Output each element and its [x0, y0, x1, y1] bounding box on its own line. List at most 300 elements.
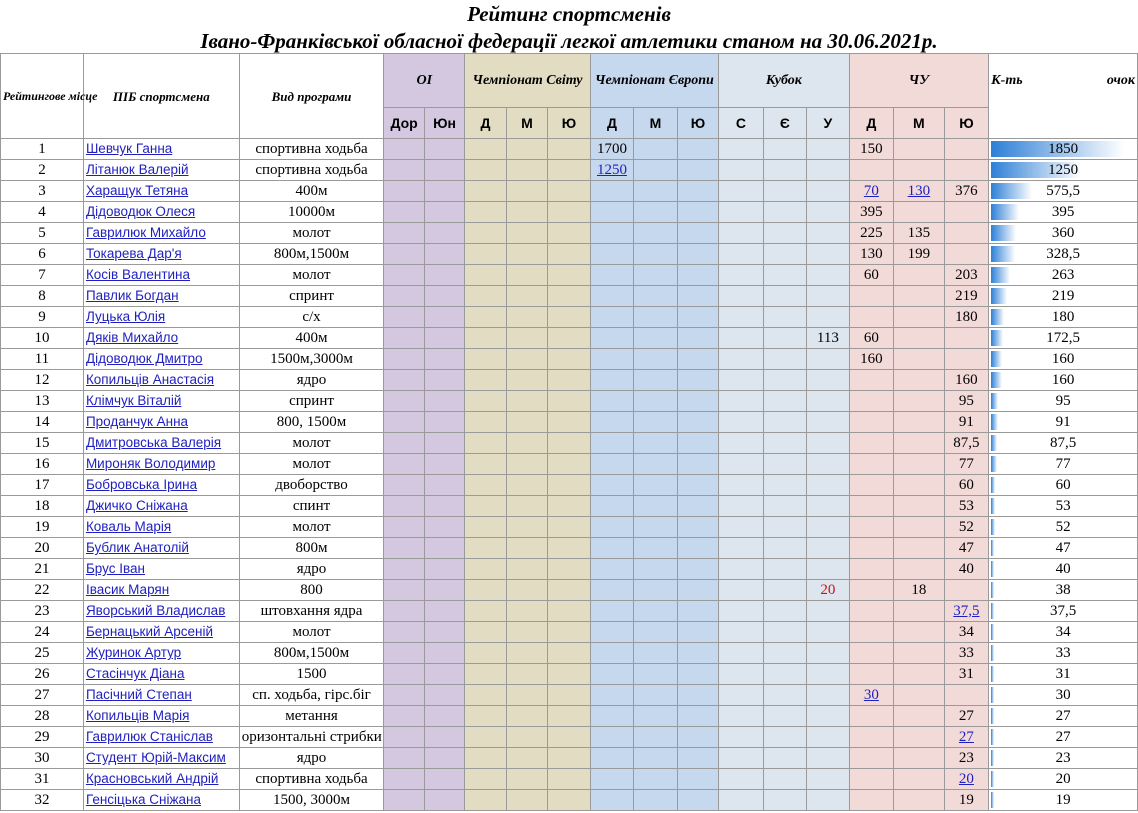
program-cell: штовхання ядра	[239, 601, 384, 622]
subheader-12: М	[894, 108, 945, 139]
athlete-name-cell	[83, 538, 239, 559]
score-cell	[807, 202, 849, 223]
athlete-name-link[interactable]: Бублик Анатолій	[85, 540, 189, 555]
score-cell	[849, 769, 894, 790]
score-cell	[807, 517, 849, 538]
score-link[interactable]: 70	[863, 183, 879, 199]
program-cell: спортивна ходьба	[239, 769, 384, 790]
total-points-cell	[989, 559, 1138, 580]
athlete-name-link[interactable]: Коваль Марія	[85, 519, 172, 534]
score-cell	[384, 454, 424, 475]
score-cell	[384, 685, 424, 706]
score-cell	[548, 160, 591, 181]
rank-cell: 30	[1, 748, 84, 769]
score-link[interactable]: 30	[863, 687, 879, 703]
score-cell	[465, 559, 506, 580]
program-cell: метання	[239, 706, 384, 727]
athlete-name-link[interactable]: Дмитровська Валерія	[85, 435, 222, 450]
score-cell	[384, 706, 424, 727]
total-points-value: 19	[1055, 792, 1071, 808]
score-cell	[677, 160, 718, 181]
score-cell	[677, 748, 718, 769]
header-cup: Кубок	[719, 54, 849, 108]
athlete-name-link[interactable]: Яворський Владислав	[85, 603, 226, 618]
score-cell	[849, 706, 894, 727]
points-data-bar	[991, 540, 994, 556]
score-cell	[894, 601, 945, 622]
table-row	[1, 139, 1138, 160]
score-cell	[634, 727, 677, 748]
athlete-name-cell	[83, 601, 239, 622]
score-cell	[384, 601, 424, 622]
score-cell	[677, 181, 718, 202]
score-cell	[384, 244, 424, 265]
score-cell	[944, 223, 989, 244]
total-points-value: 160	[1051, 351, 1075, 367]
athlete-name-cell	[83, 685, 239, 706]
score-cell	[424, 244, 464, 265]
score-cell	[849, 181, 894, 202]
score-cell	[634, 475, 677, 496]
score-cell	[763, 412, 806, 433]
score-cell	[677, 328, 718, 349]
score-cell	[894, 391, 945, 412]
score-cell	[506, 349, 547, 370]
athlete-name-link[interactable]: Павлик Богдан	[85, 288, 179, 303]
score-cell	[465, 769, 506, 790]
score-cell	[465, 307, 506, 328]
program-cell: ядро	[239, 748, 384, 769]
score-cell	[677, 475, 718, 496]
rank-cell: 4	[1, 202, 84, 223]
score-cell	[634, 391, 677, 412]
rank-cell: 23	[1, 601, 84, 622]
score-cell	[894, 139, 945, 160]
score-cell	[506, 538, 547, 559]
score-cell	[944, 580, 989, 601]
athlete-name-cell	[83, 727, 239, 748]
subheader-2: Д	[465, 108, 506, 139]
score-cell	[384, 286, 424, 307]
athlete-name-link[interactable]: Студент Юрій-Максим	[85, 750, 226, 765]
score-cell	[807, 601, 849, 622]
total-points-cell	[989, 412, 1138, 433]
total-points-cell	[989, 580, 1138, 601]
score-cell	[424, 685, 464, 706]
points-data-bar	[991, 477, 995, 493]
score-cell	[894, 433, 945, 454]
score-cell	[634, 496, 677, 517]
score-cell	[590, 643, 633, 664]
score-cell	[424, 370, 464, 391]
score-cell	[384, 223, 424, 244]
points-data-bar	[991, 498, 995, 514]
score-cell	[677, 244, 718, 265]
score-cell	[548, 139, 591, 160]
score-cell	[506, 139, 547, 160]
total-points-cell	[989, 244, 1138, 265]
score-cell	[677, 580, 718, 601]
total-points-cell	[989, 433, 1138, 454]
score-cell	[590, 790, 633, 811]
score-cell: 53	[944, 496, 989, 517]
score-cell	[506, 391, 547, 412]
score-cell	[424, 538, 464, 559]
athlete-name-link[interactable]: Копильців Анастасія	[85, 372, 215, 387]
score-cell	[465, 328, 506, 349]
score-cell	[719, 748, 764, 769]
score-cell	[894, 706, 945, 727]
score-cell: 18	[894, 580, 945, 601]
total-points-cell	[989, 748, 1138, 769]
score-cell	[634, 328, 677, 349]
score-cell	[807, 286, 849, 307]
score-cell	[548, 223, 591, 244]
score-cell	[849, 517, 894, 538]
score-cell	[677, 454, 718, 475]
score-cell	[384, 412, 424, 433]
score-cell	[849, 559, 894, 580]
score-cell	[677, 769, 718, 790]
athlete-name-link[interactable]: Мироняк Володимир	[85, 456, 216, 471]
score-cell	[634, 706, 677, 727]
score-cell	[548, 790, 591, 811]
athlete-name-link[interactable]: Дідоводюк Дмитро	[85, 351, 203, 366]
score-cell	[719, 769, 764, 790]
athlete-name-link[interactable]: Красновський Андрій	[85, 771, 219, 786]
athlete-name-link[interactable]: Косів Валентина	[85, 267, 191, 282]
header-name: ПІБ спортсмена	[83, 54, 239, 139]
score-cell	[590, 202, 633, 223]
score-cell	[590, 580, 633, 601]
score-cell	[894, 202, 945, 223]
score-link[interactable]: 20	[958, 771, 974, 787]
table-row	[1, 223, 1138, 244]
score-cell	[849, 307, 894, 328]
score-cell	[763, 433, 806, 454]
score-cell	[763, 643, 806, 664]
athlete-name-link[interactable]: Клімчук Віталій	[85, 393, 182, 408]
score-cell	[719, 265, 764, 286]
table-row	[1, 307, 1138, 328]
score-cell	[944, 601, 989, 622]
score-cell	[548, 559, 591, 580]
total-points-value: 47	[1055, 540, 1071, 556]
score-cell	[719, 496, 764, 517]
score-cell	[384, 202, 424, 223]
score-cell	[506, 223, 547, 244]
score-cell	[634, 769, 677, 790]
total-points-value: 40	[1055, 561, 1071, 577]
points-data-bar	[991, 603, 994, 619]
score-cell	[634, 223, 677, 244]
total-points-cell	[989, 538, 1138, 559]
score-cell: 160	[944, 370, 989, 391]
athlete-name-link[interactable]: Шевчук Ганна	[85, 141, 173, 156]
score-cell	[849, 748, 894, 769]
score-cell: 60	[849, 328, 894, 349]
athlete-name-link[interactable]: Копильців Марія	[85, 708, 190, 723]
rank-cell: 25	[1, 643, 84, 664]
total-points-cell	[989, 664, 1138, 685]
score-cell: 23	[944, 748, 989, 769]
athlete-name-link[interactable]: Івасик Марян	[85, 582, 170, 597]
total-points-cell	[989, 223, 1138, 244]
score-cell: 203	[944, 265, 989, 286]
score-cell	[384, 349, 424, 370]
athlete-name-cell	[83, 181, 239, 202]
total-points-value: 328,5	[1046, 246, 1080, 262]
total-points-cell	[989, 769, 1138, 790]
score-cell	[590, 769, 633, 790]
athlete-name-cell	[83, 202, 239, 223]
score-cell	[849, 370, 894, 391]
score-cell	[677, 391, 718, 412]
athlete-name-cell	[83, 139, 239, 160]
score-cell	[424, 349, 464, 370]
athlete-name-link[interactable]: Проданчук Анна	[85, 414, 189, 429]
athlete-name-link[interactable]: Дяків Михайло	[85, 330, 179, 345]
score-cell: 130	[849, 244, 894, 265]
score-cell	[894, 496, 945, 517]
athlete-name-link[interactable]: Харащук Тетяна	[85, 183, 189, 198]
score-cell	[634, 454, 677, 475]
score-cell	[807, 370, 849, 391]
rank-cell: 29	[1, 727, 84, 748]
score-cell	[763, 454, 806, 475]
score-cell	[719, 643, 764, 664]
score-cell	[590, 307, 633, 328]
score-cell	[548, 433, 591, 454]
athlete-name-link[interactable]: Гаврилюк Станіслав	[85, 729, 213, 744]
score-cell	[677, 622, 718, 643]
score-cell	[894, 370, 945, 391]
score-cell	[424, 496, 464, 517]
header-europe-championship: Чемпіонат Європи	[590, 54, 718, 108]
score-cell: 180	[944, 307, 989, 328]
athlete-name-link[interactable]: Луцька Юлія	[85, 309, 166, 324]
score-link[interactable]: 37,5	[953, 603, 980, 619]
score-cell	[634, 580, 677, 601]
score-cell	[763, 538, 806, 559]
score-cell	[763, 307, 806, 328]
score-cell	[807, 307, 849, 328]
score-cell	[677, 139, 718, 160]
score-cell	[590, 244, 633, 265]
athlete-name-link[interactable]: Стасінчук Діана	[85, 666, 185, 681]
score-cell	[506, 643, 547, 664]
total-points-cell	[989, 391, 1138, 412]
score-cell	[384, 391, 424, 412]
athlete-name-link[interactable]: Пасічний Степан	[85, 687, 192, 702]
score-cell	[894, 349, 945, 370]
athlete-name-link[interactable]: Токарева Дар'я	[85, 246, 182, 261]
score-cell	[506, 244, 547, 265]
total-points-cell	[989, 454, 1138, 475]
table-row	[1, 370, 1138, 391]
table-row	[1, 181, 1138, 202]
rank-cell: 21	[1, 559, 84, 580]
subheader-0: Дор	[384, 108, 424, 139]
program-cell: спортивна ходьба	[239, 160, 384, 181]
score-cell	[384, 328, 424, 349]
score-cell	[807, 349, 849, 370]
score-cell	[424, 706, 464, 727]
score-cell	[807, 790, 849, 811]
score-cell	[894, 265, 945, 286]
score-cell	[424, 601, 464, 622]
header-rank: Рейтингове місце	[1, 54, 84, 139]
rank-cell: 18	[1, 496, 84, 517]
subheader-8: С	[719, 108, 764, 139]
score-cell	[634, 160, 677, 181]
score-cell	[634, 538, 677, 559]
score-cell	[548, 475, 591, 496]
score-cell	[506, 496, 547, 517]
score-cell	[506, 706, 547, 727]
score-cell	[424, 454, 464, 475]
score-cell	[719, 454, 764, 475]
score-cell	[894, 307, 945, 328]
score-cell	[590, 160, 633, 181]
score-cell	[677, 433, 718, 454]
program-cell: спортивна ходьба	[239, 139, 384, 160]
program-cell: 800м,1500м	[239, 643, 384, 664]
header-row-groups	[1, 54, 1138, 108]
score-cell	[634, 559, 677, 580]
score-cell	[506, 328, 547, 349]
score-cell	[465, 160, 506, 181]
score-cell	[384, 496, 424, 517]
score-cell	[807, 706, 849, 727]
score-cell	[677, 349, 718, 370]
score-cell	[465, 475, 506, 496]
score-cell	[807, 391, 849, 412]
score-cell	[590, 685, 633, 706]
score-cell	[807, 748, 849, 769]
score-cell	[465, 349, 506, 370]
program-cell: 400м	[239, 328, 384, 349]
score-cell	[719, 706, 764, 727]
score-cell	[634, 139, 677, 160]
total-points-value: 263	[1051, 267, 1075, 283]
athlete-name-cell	[83, 643, 239, 664]
table-row	[1, 328, 1138, 349]
total-points-value: 172,5	[1046, 330, 1080, 346]
total-points-cell	[989, 181, 1138, 202]
total-points-cell	[989, 370, 1138, 391]
rank-cell: 27	[1, 685, 84, 706]
total-points-cell	[989, 643, 1138, 664]
athlete-name-cell	[83, 790, 239, 811]
table-row	[1, 202, 1138, 223]
table-row	[1, 160, 1138, 181]
score-cell	[384, 727, 424, 748]
athlete-name-cell	[83, 475, 239, 496]
score-cell	[849, 643, 894, 664]
athlete-name-cell	[83, 517, 239, 538]
score-cell	[465, 727, 506, 748]
score-cell	[590, 475, 633, 496]
total-points-value: 180	[1051, 309, 1075, 325]
score-cell	[677, 496, 718, 517]
athlete-name-link[interactable]: Джичко Сніжана	[85, 498, 188, 513]
score-cell	[719, 685, 764, 706]
athlete-name-link[interactable]: Бернацький Арсеній	[85, 624, 214, 639]
score-cell	[944, 685, 989, 706]
athlete-name-link[interactable]: Літанюк Валерій	[85, 162, 189, 177]
athlete-name-link[interactable]: Журинок Артур	[85, 645, 182, 660]
athlete-name-cell	[83, 286, 239, 307]
score-cell	[548, 328, 591, 349]
score-cell	[944, 727, 989, 748]
athlete-name-link[interactable]: Генсіцька Сніжана	[85, 792, 201, 807]
score-cell	[384, 265, 424, 286]
score-cell	[894, 475, 945, 496]
score-cell: 52	[944, 517, 989, 538]
score-cell	[384, 769, 424, 790]
rank-cell: 14	[1, 412, 84, 433]
score-cell	[465, 139, 506, 160]
score-cell	[807, 664, 849, 685]
athlete-name-link[interactable]: Гаврилюк Михайло	[85, 225, 206, 240]
athlete-name-link[interactable]: Дідоводюк Олеся	[85, 204, 196, 219]
score-cell	[506, 307, 547, 328]
table-row	[1, 454, 1138, 475]
score-link[interactable]: 27	[958, 729, 974, 745]
score-cell	[506, 160, 547, 181]
score-cell	[424, 727, 464, 748]
score-link[interactable]: 130	[907, 183, 931, 199]
score-cell	[634, 286, 677, 307]
header-total-left: К-ть	[991, 73, 1023, 88]
score-cell	[465, 790, 506, 811]
subheader-11: Д	[849, 108, 894, 139]
score-link[interactable]: 1250	[596, 162, 627, 178]
athlete-name-link[interactable]: Бобровська Ірина	[85, 477, 198, 492]
score-cell	[894, 160, 945, 181]
score-cell	[384, 748, 424, 769]
score-cell	[763, 727, 806, 748]
score-cell	[894, 769, 945, 790]
program-cell: 800, 1500м	[239, 412, 384, 433]
athlete-name-cell	[83, 622, 239, 643]
score-cell	[894, 181, 945, 202]
score-cell	[506, 433, 547, 454]
rank-cell: 6	[1, 244, 84, 265]
score-cell	[506, 286, 547, 307]
subheader-9: Є	[763, 108, 806, 139]
score-cell	[944, 769, 989, 790]
score-cell	[677, 370, 718, 391]
athlete-name-cell	[83, 748, 239, 769]
score-cell	[548, 454, 591, 475]
score-cell	[548, 202, 591, 223]
score-cell	[894, 622, 945, 643]
score-cell	[548, 496, 591, 517]
total-points-value: 95	[1055, 393, 1071, 409]
score-cell	[894, 517, 945, 538]
score-cell	[590, 223, 633, 244]
score-cell	[384, 643, 424, 664]
athlete-name-link[interactable]: Брус Іван	[85, 561, 145, 576]
score-cell	[763, 496, 806, 517]
score-cell	[465, 496, 506, 517]
score-cell: 34	[944, 622, 989, 643]
score-cell	[548, 664, 591, 685]
score-cell	[384, 580, 424, 601]
score-cell	[506, 412, 547, 433]
